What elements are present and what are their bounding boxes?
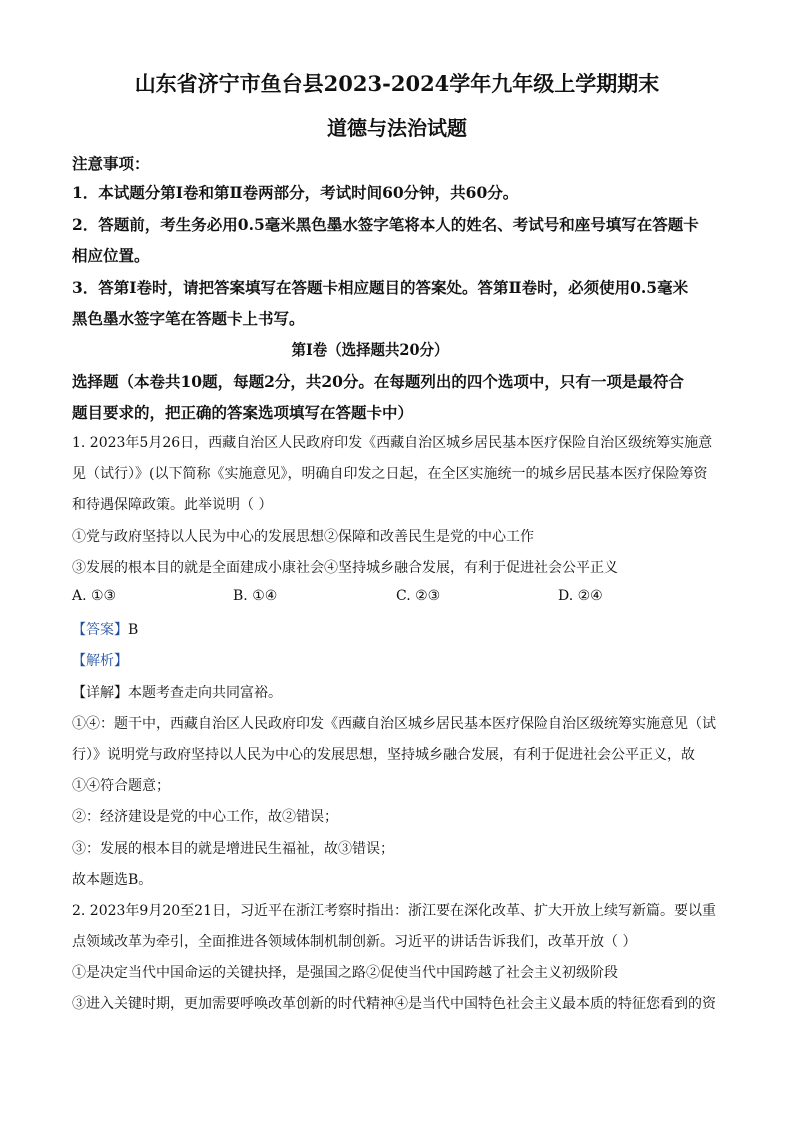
option-a: A. ①③ (72, 588, 117, 604)
detail-text: 本题考查走向共同富裕。 (128, 685, 282, 701)
explanation-line: 故本题选B。 (72, 872, 153, 888)
answer-line (72, 619, 138, 639)
explanation-line: 行）》说明党与政府坚持以人民为中心的发展思想，坚持城乡融合发展，有利于促进社会公平正义，故 (72, 747, 695, 763)
page-subtitle: 道德与法治试题 (327, 116, 467, 140)
section-title: 第Ⅰ卷（选择题共20分） (291, 340, 449, 359)
section-instructions: 题目要求的，把正确的答案选项填写在答题卡中） (72, 403, 414, 422)
notes-item: 相应位置。 (72, 246, 150, 265)
analysis-tag: 【解析】 (72, 653, 128, 669)
question-statement: ①党与政府坚持以人民为中心的发展思想②保障和改善民生是党的中心工作 (72, 529, 534, 545)
section-instructions: 选择题（本卷共10题，每题2分，共20分。在每题列出的四个选项中，只有一项是最符合 (72, 372, 684, 391)
explanation-line: ①④：题干中，西藏自治区人民政府印发《西藏自治区城乡居民基本医疗保险自治区级统筹实施意见（试 (72, 716, 716, 732)
detail-line (72, 682, 282, 702)
explanation-line: ①④符合题意； (72, 778, 170, 794)
page-title: 山东省济宁市鱼台县2023-2024学年九年级上学期期末 (134, 71, 660, 96)
notes-item: 1．本试题分第Ⅰ卷和第Ⅱ卷两部分，考试时间60分钟，共60分。 (72, 183, 519, 202)
question-statement: ③发展的根本目的就是全面建成小康社会④坚持城乡融合发展，有利于促进社会公平正义 (72, 560, 618, 576)
option-d: D. ②④ (558, 588, 603, 604)
notes-heading: 注意事项： (72, 154, 150, 173)
explanation-line: ③：发展的根本目的就是增进民生福祉，故③错误； (72, 841, 394, 857)
question-statement: ③进入关键时期，更加需要呼唤改革创新的时代精神④是当代中国特色社会主义最本质的特征您看到的资 (72, 996, 716, 1012)
option-c: C. ②③ (396, 588, 441, 604)
question-stem: 点领域改革为牵引，全面推进各领域体制机制创新。习近平的讲话告诉我们，改革开放（ ） (72, 934, 637, 950)
question-stem: 和待遇保障政策。此举说明（ ） (72, 497, 273, 513)
detail-tag: 【详解】 (72, 685, 128, 701)
answer-value: B (128, 622, 139, 638)
question-stem: 2. 2023年9月20至21日，习近平在浙江考察时指出：浙江要在深化改革、扩大开放上续写新篇。要以重 (72, 903, 716, 919)
answer-tag: 【答案】 (72, 622, 128, 638)
notes-item: 3．答第Ⅰ卷时，请把答案填写在答题卡相应题目的答案处。答第Ⅱ卷时，必须使用0.5毫米 (72, 278, 689, 297)
option-b: B. ①④ (233, 588, 278, 604)
question-statement: ①是决定当代中国命运的关键抉择，是强国之路②促使当代中国跨越了社会主义初级阶段 (72, 965, 618, 981)
question-stem: 见（试行）》(以下简称《实施意见》，明确自印发之日起，在全区实施统一的城乡居民基本医疗保险筹资 (72, 466, 708, 482)
explanation-line: ②：经济建设是党的中心工作，故②错误； (72, 809, 338, 825)
notes-item: 2．答题前，考生务必用0.5毫米黑色墨水签字笔将本人的姓名、考试号和座号填写在答题卡 (72, 215, 699, 234)
notes-item: 黑色墨水签字笔在答题卡上书写。 (72, 309, 305, 328)
question-stem: 1. 2023年5月26日，西藏自治区人民政府印发《西藏自治区城乡居民基本医疗保险自治区级统筹实施意 (72, 435, 713, 451)
